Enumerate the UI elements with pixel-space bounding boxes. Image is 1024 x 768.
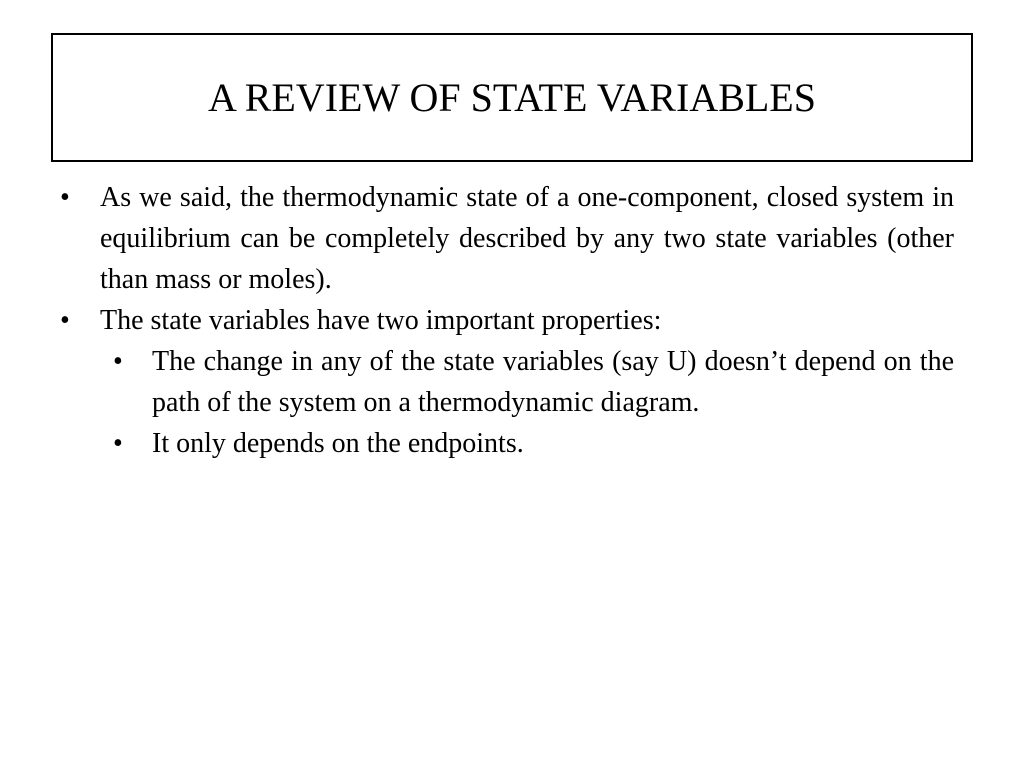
- bullet-text: It only depends on the endpoints.: [152, 428, 524, 459]
- sub-bullet-item-1: [107, 341, 954, 423]
- bullet-marker: •: [60, 305, 70, 336]
- bullet-marker: •: [113, 428, 123, 459]
- bullet-item-2: [56, 300, 954, 341]
- title-box: [51, 33, 973, 162]
- slide-title: A REVIEW OF STATE VARIABLES: [208, 74, 816, 120]
- bullet-marker: •: [60, 182, 70, 213]
- bullet-text: As we said, the thermodynamic state of a one-component, closed system in equilibrium can be completely described by any two state variables (other than mass or moles).: [100, 182, 954, 295]
- bullet-text: The change in any of the state variables (say U) doesn’t depend on the path of the system on a thermodynamic diagram.: [152, 346, 954, 418]
- bullet-marker: •: [113, 346, 123, 377]
- sub-bullet-item-2: [107, 423, 954, 464]
- bullet-text: The state variables have two important properties:: [100, 305, 662, 336]
- bullet-list: [56, 177, 954, 464]
- bullet-item-1: [56, 177, 954, 300]
